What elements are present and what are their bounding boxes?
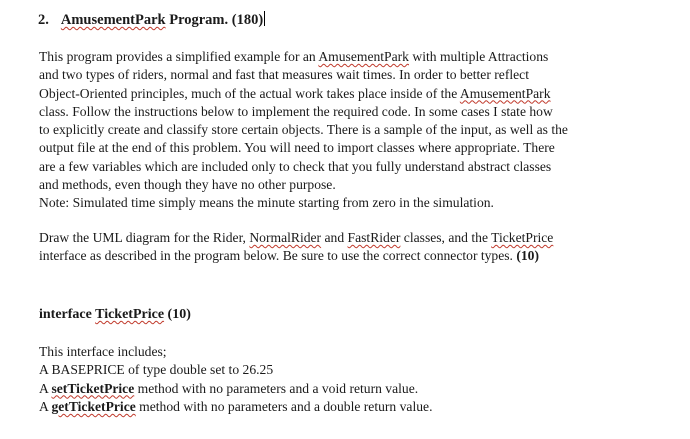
problem-number: 2. [38, 12, 49, 28]
uml-points: (10) [516, 248, 540, 264]
problem-points: Program. (180) [165, 12, 264, 28]
intro-line: and two types of riders, normal and fast that measures wait times. In order to better reflect [39, 67, 529, 83]
intro-line: are a few variables which are included only to check that you fully understand abstract classes [39, 158, 552, 174]
interface-line: A BASEPRICE of type double set to 26.25 [39, 362, 274, 378]
spellcheck-word: TicketPrice [491, 230, 554, 245]
intro-line: Object-Oriented principles, much of the actual work takes place inside of the AmusementPark [39, 85, 551, 101]
intro-line: output file at the end of this problem. You will need to import classes where appropriate. There [39, 140, 555, 156]
intro-line: class. Follow the instructions below to implement the required code. In some cases I state how [39, 103, 553, 119]
text-cursor [264, 11, 265, 26]
spellcheck-word: setTicketPrice [51, 380, 135, 396]
uml-line: interface as described in the program below. Be sure to use the correct connector types. (10) [39, 248, 540, 264]
spellcheck-word: AmusementPark [459, 85, 551, 101]
uml-line: Draw the UML diagram for the Rider, NormalRider and FastRider classes, and the TicketPrice [39, 230, 554, 245]
interface-description [39, 343, 679, 416]
intro-line: to explicitly create and classify store certain objects. There is a sample of the input, as well as the [39, 122, 568, 138]
intro-line: and methods, even though they have no other purpose. [39, 177, 336, 193]
spellcheck-word: getTicketPrice [51, 398, 136, 414]
intro-paragraph [39, 48, 679, 213]
interface-line: A setTicketPrice method with no parameters and a void return value. [39, 380, 419, 396]
interface-line: This interface includes; [39, 344, 167, 359]
problem-name: AmusementPark [60, 12, 166, 28]
spellcheck-word: FastRider [347, 230, 401, 245]
note-line: Note: Simulated time simply means the minute starting from zero in the simulation. [39, 195, 494, 211]
interface-line: A getTicketPrice method with no parameters and a double return value. [39, 398, 433, 414]
spellcheck-word: NormalRider [249, 230, 322, 245]
spellcheck-word: TicketPrice [95, 307, 165, 322]
uml-instructions [39, 229, 679, 266]
interface-heading: interface TicketPrice (10) [39, 307, 191, 322]
intro-line: This program provides a simplified example for an AmusementPark with multiple Attractions [39, 49, 549, 64]
problem-heading [38, 11, 265, 29]
spellcheck-word: AmusementPark [318, 49, 409, 64]
